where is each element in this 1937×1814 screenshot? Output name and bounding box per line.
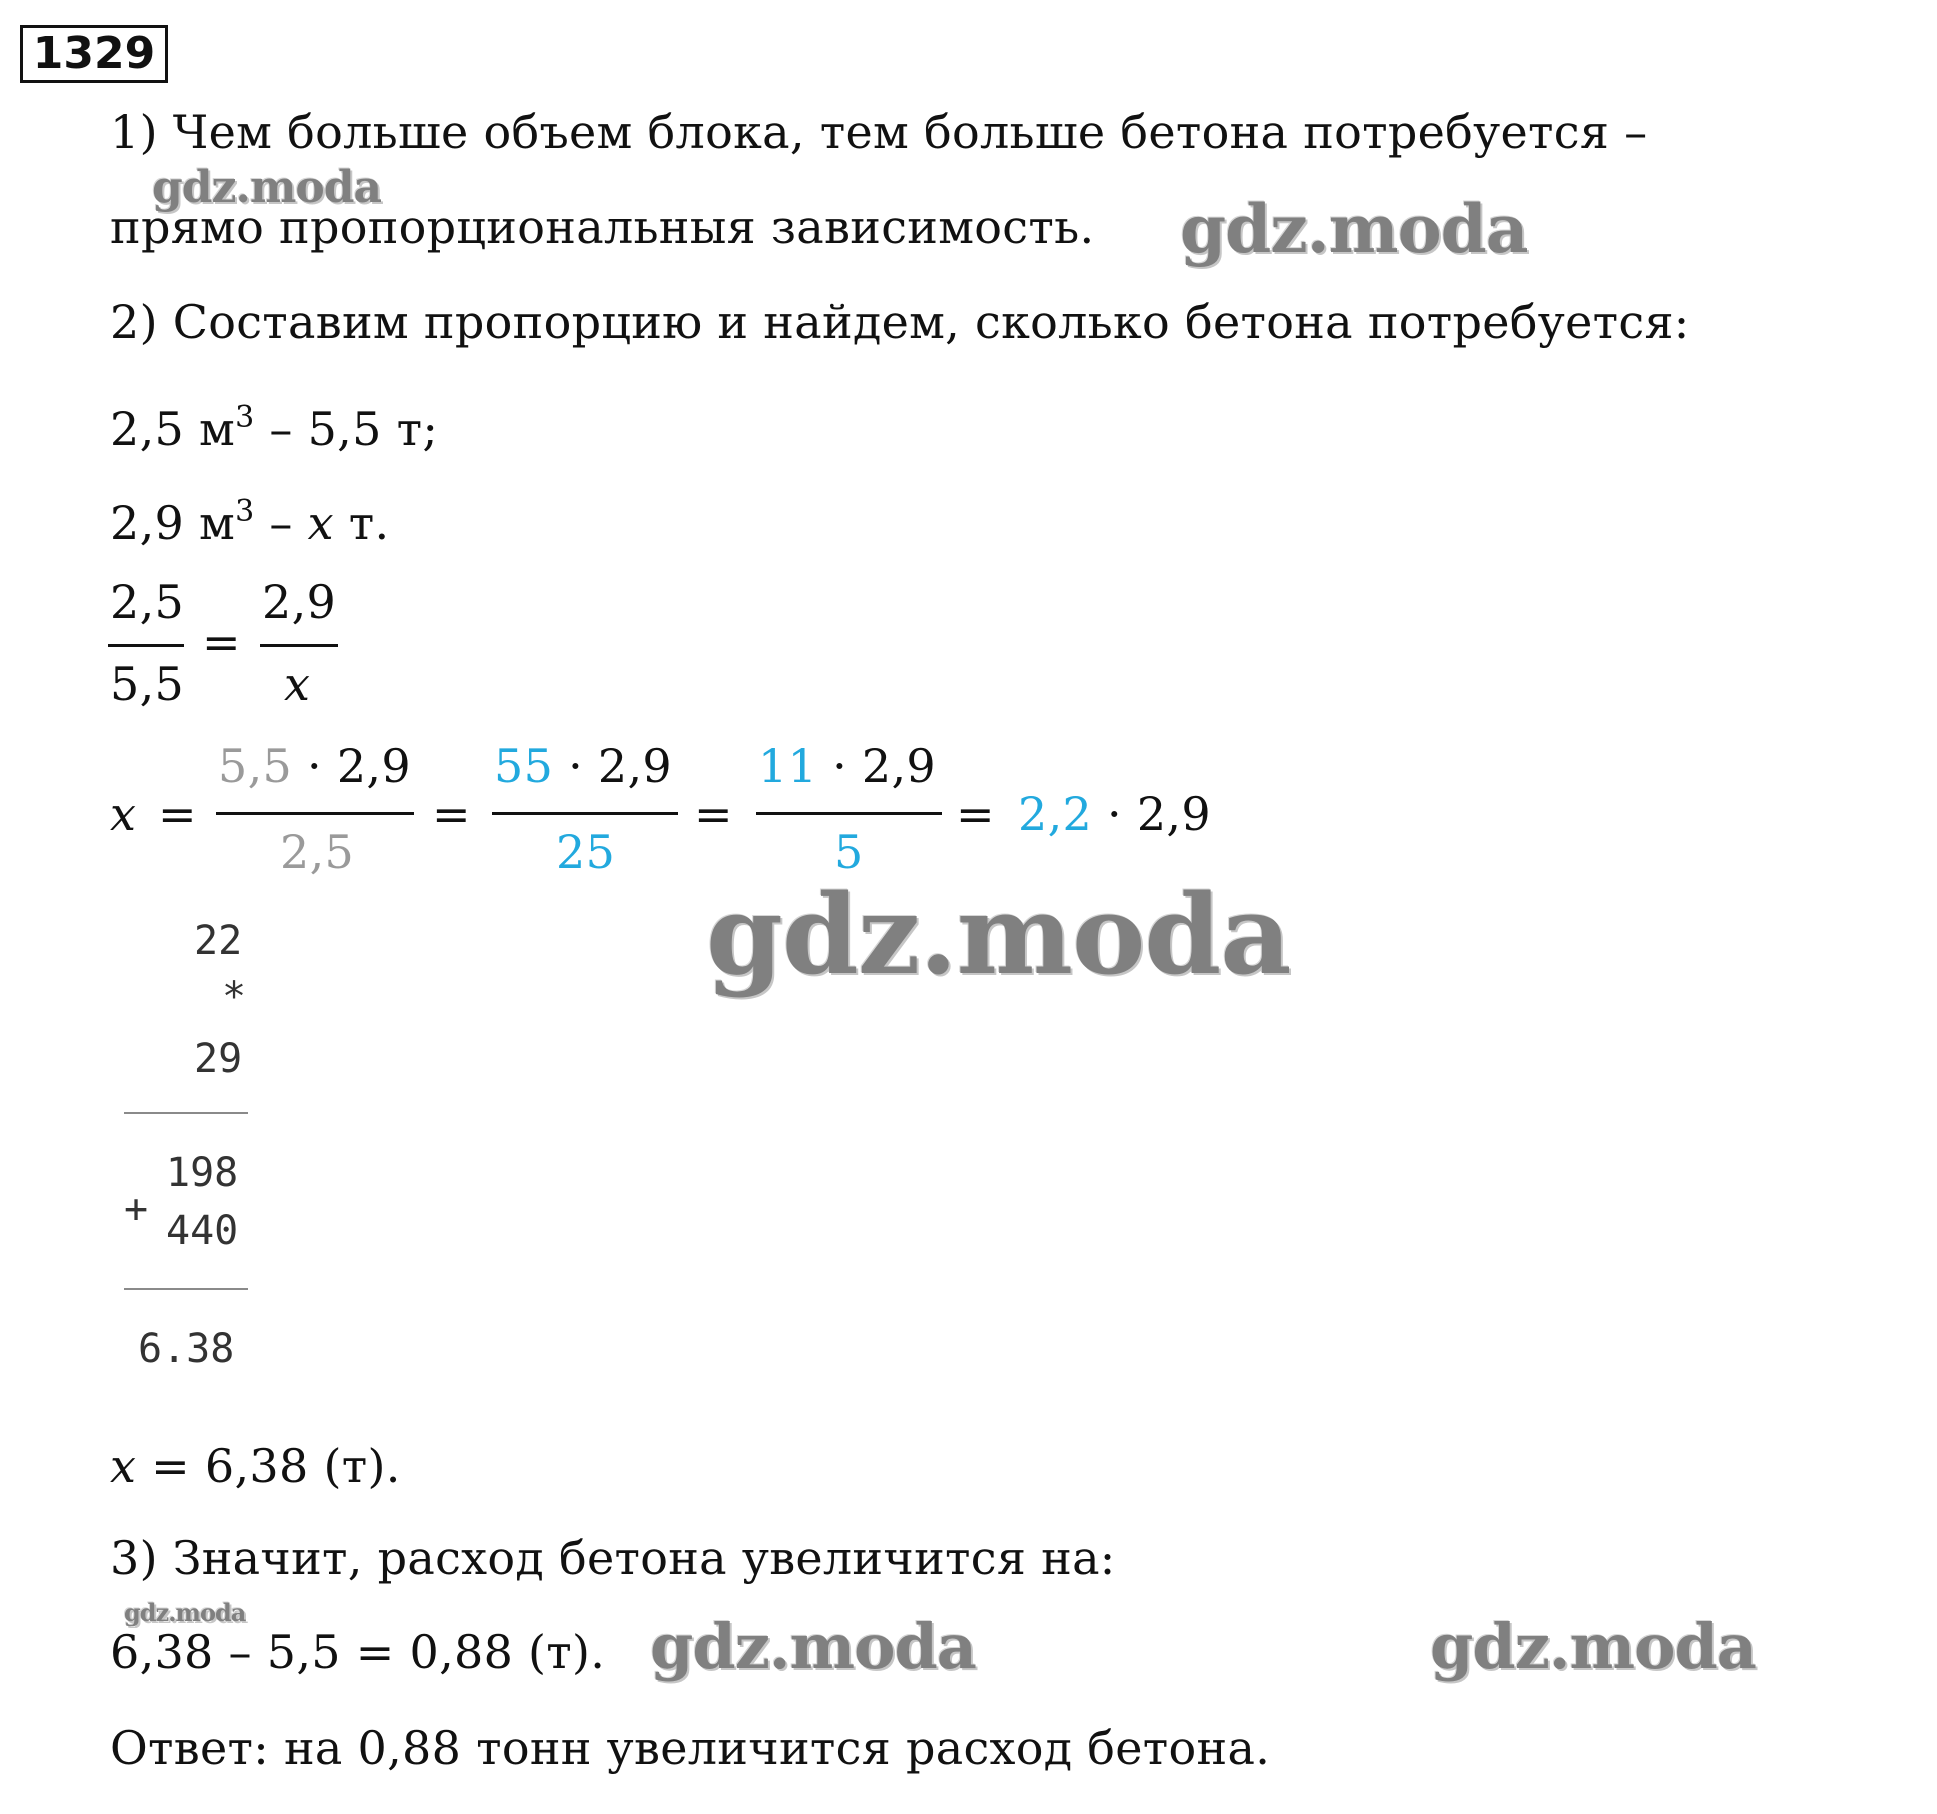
- step2-intro: 2) Составим пропорцию и найдем, сколько бетона потребуется:: [110, 295, 1690, 349]
- chain-eq-1: =: [158, 787, 197, 841]
- proportion-left-num: 2,5: [110, 575, 185, 629]
- watermark: gdz.moda: [152, 162, 382, 213]
- watermark: gdz.moda: [706, 870, 1291, 999]
- given-row-1-right: – 5,5 т;: [254, 402, 439, 456]
- problem-number: 1329: [20, 25, 168, 83]
- proportion-left-den: 5,5: [110, 657, 185, 711]
- given-row-1-left: 2,5 м: [110, 402, 236, 456]
- given-row-2-left: 2,9 м: [110, 496, 236, 550]
- watermark: gdz.moda: [1180, 190, 1528, 268]
- watermark: gdz.moda: [650, 1610, 976, 1683]
- result-text: = 6,38 (т).: [136, 1439, 401, 1493]
- chain-f2-den: 25: [556, 825, 616, 879]
- chain-eq-2: =: [432, 787, 471, 841]
- chain-f1-num: [218, 738, 411, 794]
- chain-f1-num-b: · 2,9: [292, 739, 411, 793]
- proportion-right-bar: [260, 644, 338, 647]
- chain-result: [1018, 786, 1211, 842]
- answer-line: Ответ: на 0,88 тонн увеличится расход бетона.: [110, 1721, 1271, 1775]
- chain-f3-bar: [756, 812, 942, 815]
- chain-f3-num-a: 11: [758, 739, 818, 793]
- result-x: x: [110, 1439, 137, 1493]
- given-row-2-dash: –: [254, 496, 308, 550]
- given-row-1-sup: 3: [235, 400, 255, 435]
- chain-f3-num-b: · 2,9: [817, 739, 936, 793]
- given-row-2-right: т.: [333, 496, 390, 550]
- chain-f1-bar: [216, 812, 414, 815]
- chain-eq-3: =: [694, 787, 733, 841]
- chain-f1-num-a: 5,5: [218, 739, 293, 793]
- chain-eq-4: =: [956, 787, 995, 841]
- watermark: gdz.moda: [1430, 1610, 1756, 1683]
- proportion-right-num: 2,9: [262, 575, 337, 629]
- given-row-2-x: x: [307, 496, 334, 550]
- result-line: [110, 1438, 401, 1494]
- proportion-left-bar: [108, 644, 184, 647]
- colmul-rule-1: [124, 1112, 248, 1114]
- chain-result-b: · 2,9: [1092, 787, 1211, 841]
- chain-f2-bar: [492, 812, 678, 815]
- step3-calc: 6,38 – 5,5 = 0,88 (т).: [110, 1625, 606, 1679]
- given-row-2-sup: 3: [235, 494, 255, 529]
- proportion-eq: =: [202, 615, 241, 669]
- colmul-factor2: 29: [194, 1036, 243, 1082]
- watermark: gdz.moda: [124, 1598, 246, 1627]
- colmul-factor1: 22: [194, 918, 243, 964]
- chain-f2-num-a: 55: [494, 739, 554, 793]
- proportion-right-den: x: [284, 657, 311, 711]
- colmul-plus: +: [124, 1186, 149, 1232]
- chain-x: x: [110, 787, 137, 841]
- colmul-rule-2: [124, 1288, 248, 1290]
- chain-f3-num: [758, 738, 936, 794]
- step1-line2: прямо пропорциональныя зависимость.: [110, 200, 1095, 254]
- chain-f2-num: [494, 738, 672, 794]
- chain-f1-den: 2,5: [280, 825, 355, 879]
- colmul-operator: *: [222, 974, 247, 1020]
- given-row-2: [110, 484, 389, 551]
- colmul-partial2: 440: [166, 1208, 239, 1254]
- step1-line1: 1) Чем больше объем блока, тем больше бетона потребуется –: [110, 105, 1648, 159]
- colmul-product: 6.38: [138, 1326, 235, 1372]
- step3-intro: 3) Значит, расход бетона увеличится на:: [110, 1531, 1116, 1585]
- given-row-1: [110, 390, 438, 457]
- chain-result-a: 2,2: [1018, 787, 1093, 841]
- chain-f3-den: 5: [834, 825, 864, 879]
- chain-f2-num-b: · 2,9: [553, 739, 672, 793]
- colmul-partial1: 198: [166, 1150, 239, 1196]
